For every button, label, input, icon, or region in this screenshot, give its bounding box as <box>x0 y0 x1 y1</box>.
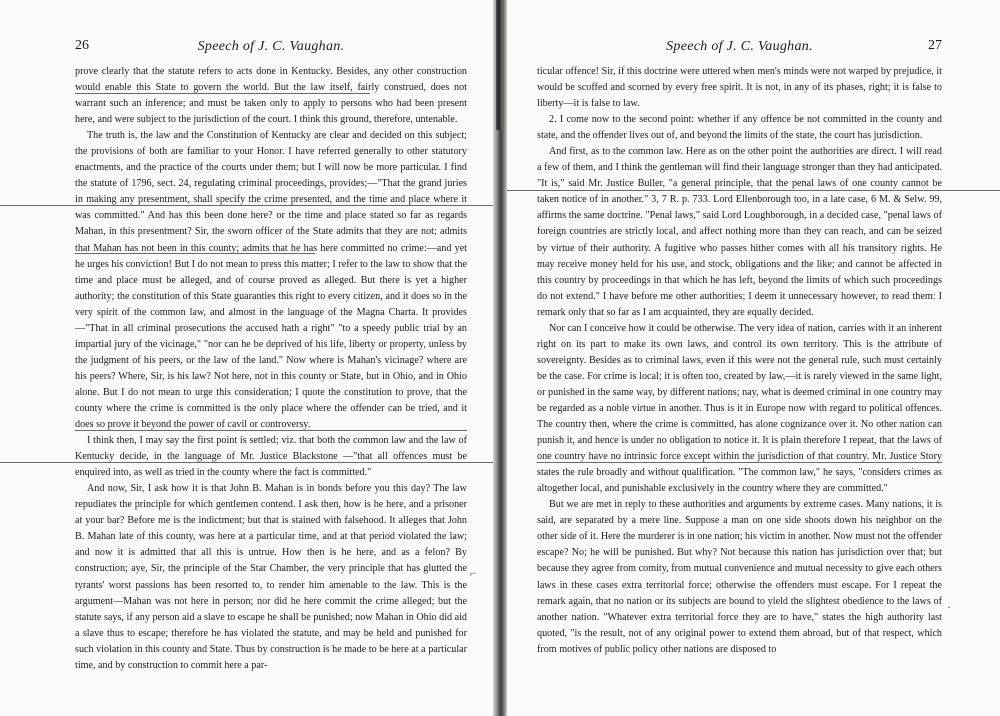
margin-mark: · <box>947 600 951 614</box>
underline-mark <box>75 93 370 94</box>
left-running-title: Speech of J. C. Vaughan. <box>197 39 345 54</box>
book-gutter <box>493 0 507 716</box>
right-running-title: Speech of J. C. Vaughan. <box>666 39 813 54</box>
left-paragraph-1: prove clearly that the statute refers to acts done in Kentucky. Besides, any other construction would enable this State to govern the world. But the law itself, fairly construed, does not warrant such an inference; and must be taken only to apply to persons who had been present here, and were subject to the jurisdiction of the court. I think this ground, therefore, untenable. <box>75 66 467 126</box>
underline-mark <box>507 190 1000 191</box>
right-page <box>507 0 1000 716</box>
right-paragraph-5: But we are met in reply to these authorities and arguments by extreme cases. Many nations, it is said, are separated by a mere line. Suppose a man on one side shoots down his neighbor on the other side of it. Here the murderer is in one nation; his victim in another. Now must not the offender escape? No; he will be punished. But why? Not because this nation has jurisdiction over that; but because they agree from comity, from mutual convenience and mutual necessity to give each others laws in these cases extra territorial force; otherwise the offenders must escape. For I repeat the remark again, that no nation or its subjects are bound to yield the slightest obedience to the laws of another nation. "Whatever extra territorial force they are to have," states the high authority last quoted, "is the result, not of any original power to extend them abroad, but of that respect, which from motives of public policy other nations are disposed to <box>537 499 942 655</box>
left-page <box>0 0 493 716</box>
right-paragraph-1: ticular offence! Sir, if this doctrine were uttered when men's minds were not warped by prejudice, it would be scoffed and scorned by every free spirit. It is not, in any of its phases, right; it is false to liberty—it is false to law. <box>537 66 942 110</box>
right-paragraph-4: Nor can I conceive how it could be otherwise. The very idea of nation, carries with it an inherent right on its part to make its own laws, and control its own territory. This is the attribute of sovereignty. Besides as to criminal laws, even if this were not the general rule, such must certainly be the case. For crime is local; it is often too, created by law,—it is rarely viewed in the same light, or punished in the same way, by different nations; nay, what is deemed criminal in one country may be regarded as a noble virtue in another. Thus is it in Europe now with regard to political offences. The country then, where the crime is committed, has alone cognizance over it. No other nation can punish it, and hence is under no obligation to notice it. It is plain therefore I repeat, that the laws of one country have no intrinsic force except within the jurisdiction of that country. Mr. Justice Story states the rule broadly and without qualification. "The common law," he says, "considers crimes as altogether local, and punishable exclusively in the country where they are committed." <box>537 322 942 495</box>
left-page-number: 26 <box>75 38 89 53</box>
left-page-body <box>75 64 467 674</box>
underline-mark <box>537 462 942 463</box>
right-page-number: 27 <box>928 38 942 53</box>
right-page-body <box>537 64 942 658</box>
margin-mark: ⌐ <box>470 566 477 580</box>
left-paragraph-3: I think then, I may say the first point is settled; viz. that both the common law and the law of Kentucky decide, in the language of Mr. Justice Blackstone —"that all offences must be enquired into, as well as tried in the county where the fact is committed." <box>75 435 467 479</box>
right-paragraph-3: And first, as to the common law. Here as on the other point the authorities are direct. I will read a few of them, and I think the gentleman will find their language stronger than they had anticipated. "It is," said Mr. Justice Buller, "a general principle, that the penal laws of one county cannot be taken notice of in another." 3, 7 R. p. 733. Lord Ellenborough too, in a late case, 6 M. & Selw. 99, affirms the same doctrine. "Penal laws," said Lord Loughborough, in a decided case, "penal laws of foreign countries are strictly local, and affect nothing more than they can reach, and can be seized by virtue of their authority. A fugitive who passes hither comes with all his transitory rights. He may receive money held for his use, and stock, obligations and the like; and cannot be affected in this country by proceedings in that which he has left, beyond the limits of which such proceedings do not extend." I have before me other authorities; I deem it unnecessary however, to read them: I remark only that so far as I am acquainted, they are equally decided. <box>537 146 942 318</box>
underline-mark <box>0 462 493 463</box>
right-paragraph-2: 2. I come now to the second point: whether if any offence be not committed in the county and state, and the offender lives out of, and beyond the limits of the state, the court has jurisdiction. <box>537 114 942 142</box>
underline-mark <box>75 253 315 254</box>
right-page-header <box>537 38 942 58</box>
underline-mark <box>0 205 493 206</box>
left-page-header <box>75 38 467 58</box>
left-paragraph-4: And now, Sir, I ask how it is that John B. Mahan is in bonds before you this day? The law repudiates the principle for which gentlemen contend. I ask then, how is he here, and a prisoner at your bar? Before me is the indictment; but that is stained with falsehood. It alleges that John B. Mahan late of this county, was here at a particular time, and at that period violated the law; and now it is admitted that all this is untrue. How then is he here, and as a felon? By construction; aye, Sir, the principle of the Star Chamber, the very principle that has glutted the tyrants' worst passions has been resorted to, to render him amenable to the law. This is the argument—Mahan was not here in person; nor did he here commit the crime alleged; but the statute says, if any person aid a slave to escape he shall be punished; now Mahan in Ohio did aid a slave thus to escape; therefore he has violated the statute, and may be held and punished for such violation in this county and State. Thus by construction is he made to be here at a particular time, and by construction to commit here a par- <box>75 483 467 671</box>
left-paragraph-2: The truth is, the law and the Constitution of Kentucky are clear and decided on this subject; the provisions of both are familiar to your Honor. I have referred generally to other statutory enactments, and the practice of the courts under them; but I will now be more particular. I find the statute of 1796, sect. 24, regulating criminal proceedings, provides;—"That the grand juries in making any presentment, shall specify the crime presented, and the time and place where it was committed." And has this been done here? or the time and place stated so far as regards Mahan, in this presentment? Sir, the sworn officer of the State admits that they are not; admits that Mahan has not been in this county; admits that he has here committed no crime:—and yet he urges his conviction! But I do not mean to press this matter; I refer to the law to show that the time and place must be alleged, and of course proved as alleged. But there is yet a higher authority; the constitution of this State guaranties this right to every citizen, and it does so in the very spirit of the common law, and almost in the language of the Magna Charta. It provides—"That in all criminal prosecutions the accused hath a right" "to a speedy public trial by an impartial jury of the vicinage," "nor can he be deprived of his life, liberty or property, unless by the judgment of his peers, or the law of the land." Now where is Mahan's vicinage? where are his peers? Where, Sir, is his law? Not here, not in this county or State, but in Ohio, and in Ohio alone. But I do not mean to urge this consideration; I quote the constitution to prove, that the county where the crime is committed is the only place where the offender can be tried, and it does so prove it beyond the power of cavil or controversy. <box>75 130 467 431</box>
underline-mark <box>75 430 467 431</box>
